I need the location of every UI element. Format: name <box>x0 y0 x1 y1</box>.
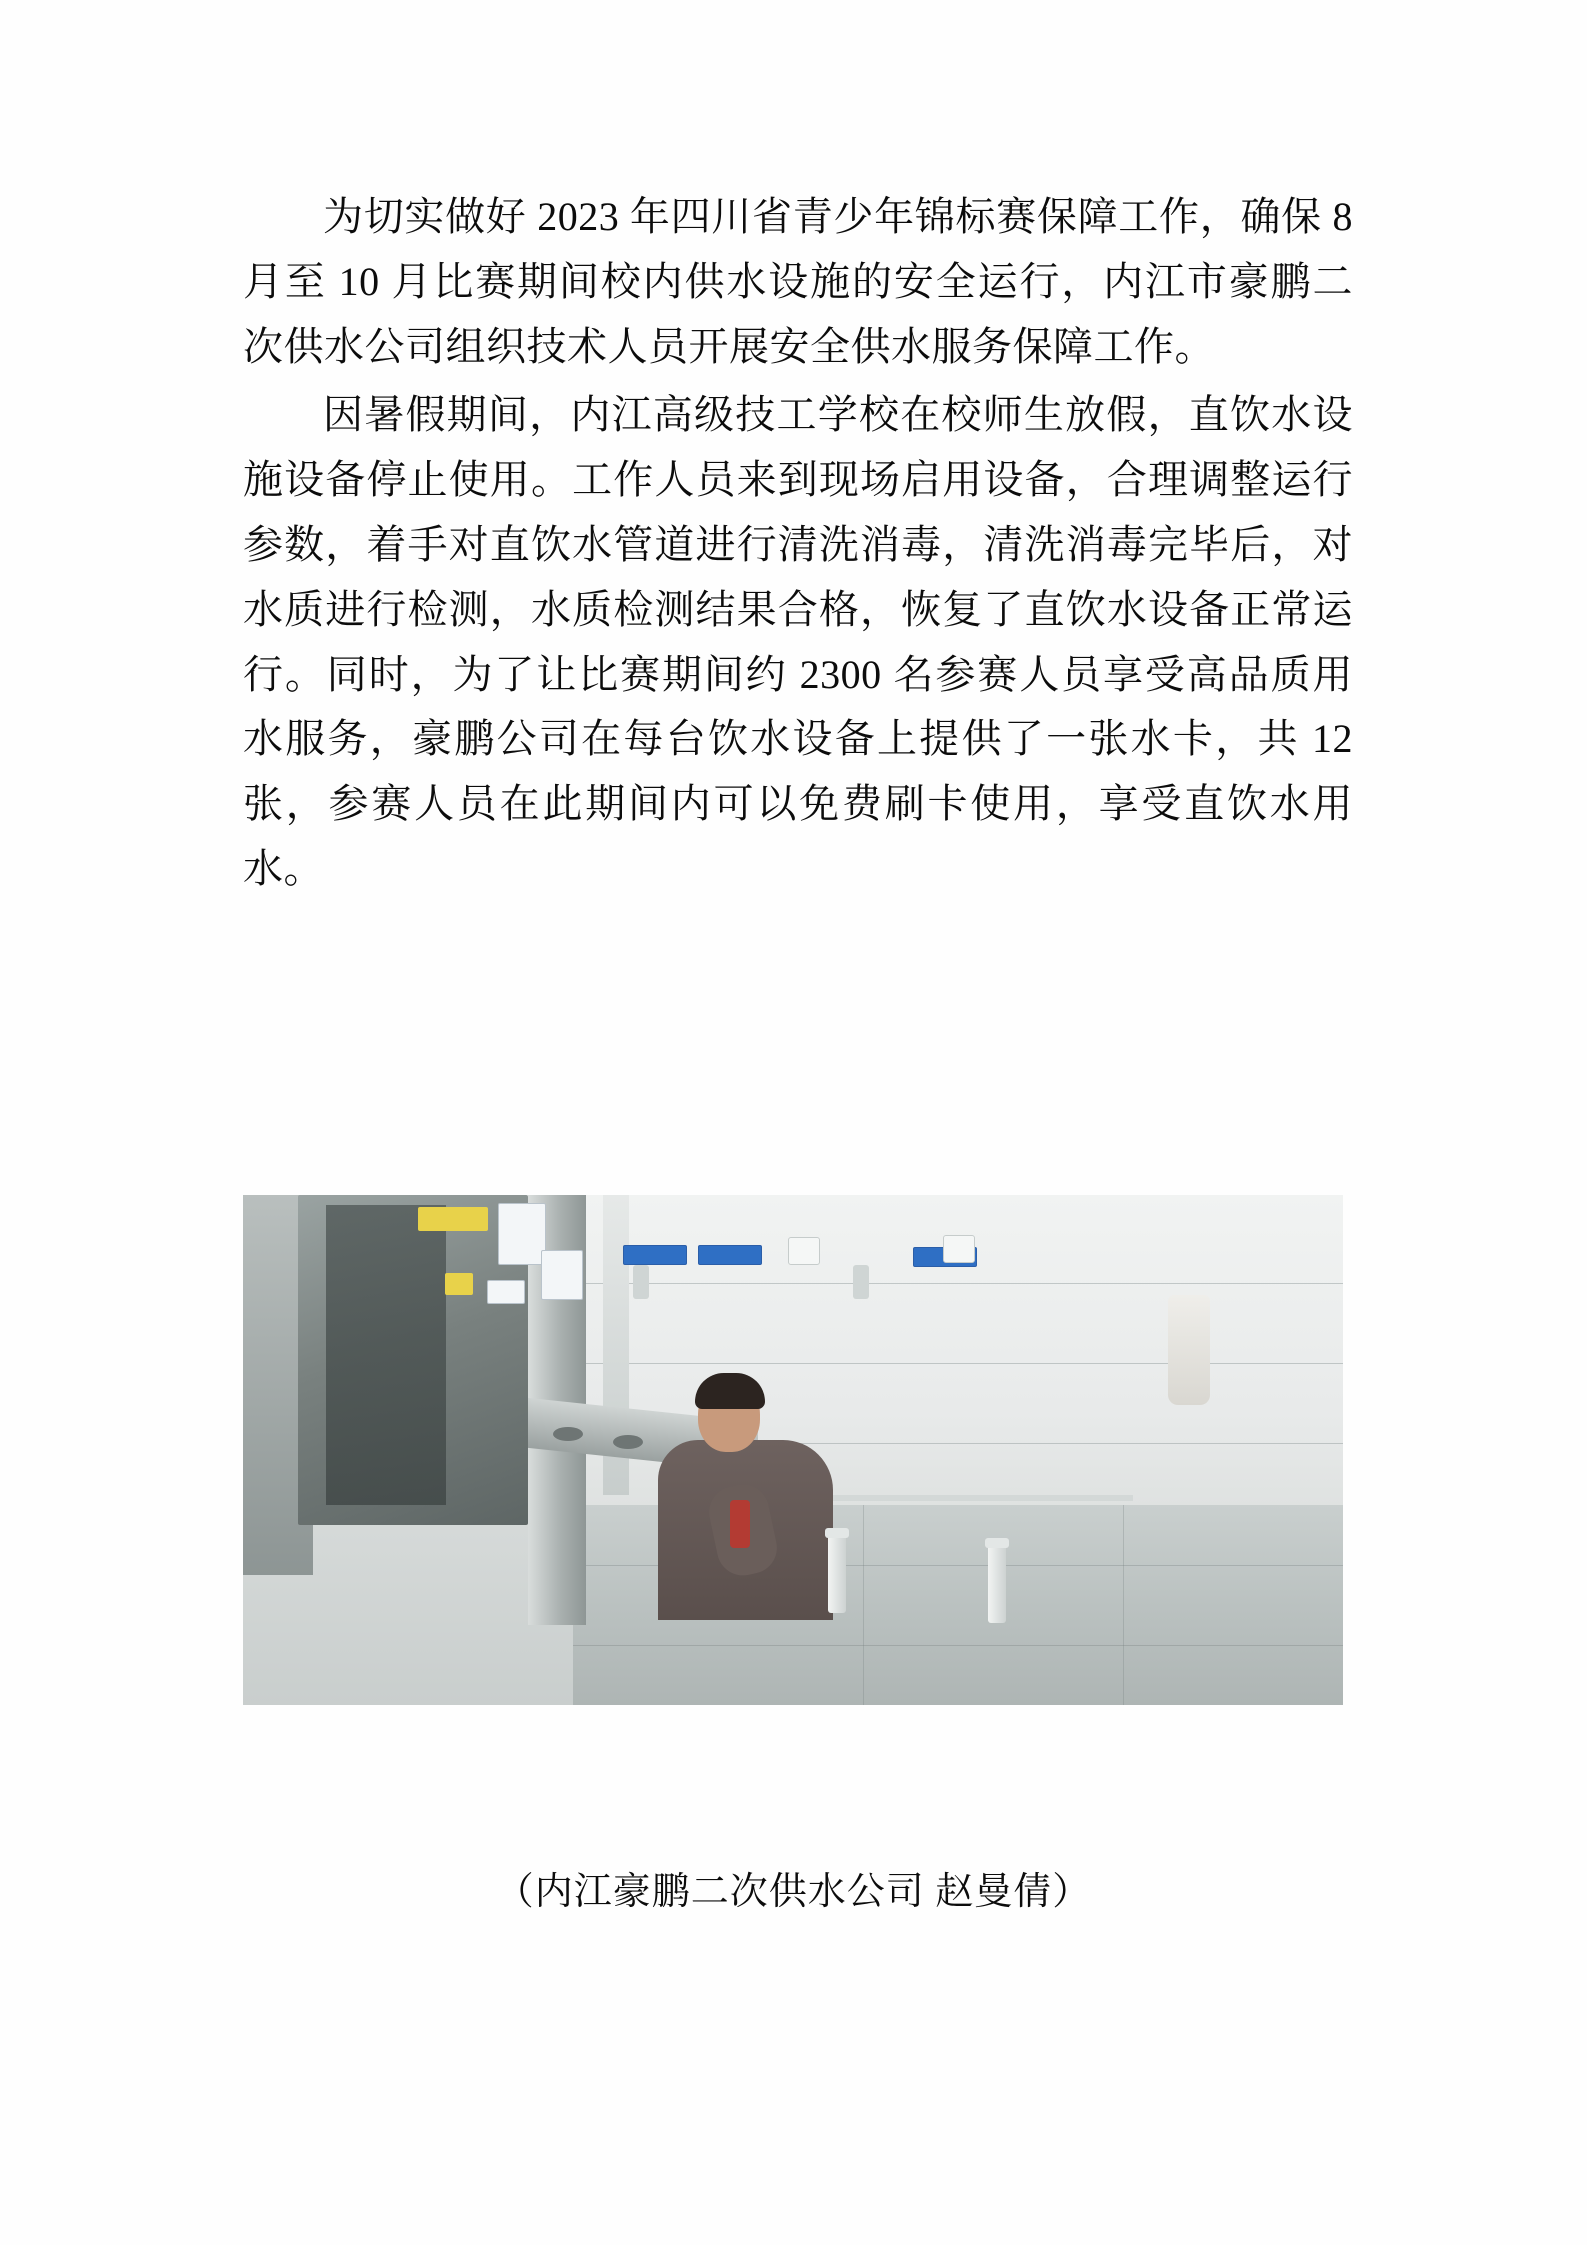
wall-outlet <box>943 1235 975 1263</box>
wall-tile-line <box>573 1363 1343 1364</box>
floor-tile-line <box>1123 1505 1124 1705</box>
hanging-towel <box>1168 1295 1210 1405</box>
floor-pipe <box>828 1535 846 1613</box>
photo-image <box>243 1195 1343 1705</box>
floor-pipe <box>988 1545 1006 1623</box>
paragraph-2: 因暑假期间，内江高级技工学校在校师生放假，直饮水设施设备停止使用。工作人员来到现场启用设备，合理调整运行参数，着手对直饮水管道进行清洗消毒，清洗消毒完毕后，对水质进行检测，水质检测结果合格，恢复了直饮水设备正常运行。同时，为了让比赛期间约 2300 名参赛人员享受高品质用水服务，豪鹏公司在每台饮水设备上提供了一张水卡，共 12 张，参赛人员在此期间内可以免费刷卡使用，享受直饮水用水。 <box>243 392 1353 891</box>
paragraph-1: 为切实做好 2023 年四川省青少年锦标赛保障工作，确保 8 月至 10 月比赛期间校内供水设施的安全运行，内江市豪鹏二次供水公司组织技术人员开展安全供水服务保障工作。 <box>243 194 1353 369</box>
blue-placard <box>498 1203 546 1265</box>
floor-tile-line <box>573 1645 1343 1646</box>
photo-caption: （内江豪鹏二次供水公司 赵曼倩） <box>495 1871 1092 1913</box>
floor-tile-line <box>863 1505 864 1705</box>
water-equipment-panel <box>298 1195 528 1525</box>
photo-figure <box>243 1195 1343 1705</box>
faucet <box>633 1265 649 1299</box>
equipment-label-tag <box>418 1207 488 1231</box>
wall-tile-line <box>573 1283 1343 1284</box>
ledge-drain-hole <box>613 1435 643 1449</box>
faucet <box>853 1265 869 1299</box>
floor-pipe-cap <box>985 1538 1009 1548</box>
sign-water-saving <box>623 1245 687 1265</box>
ledge-drain-hole <box>553 1427 583 1441</box>
article-body <box>243 185 1353 906</box>
equipment-label-tag <box>445 1273 473 1295</box>
held-bottle <box>730 1500 750 1548</box>
wall-outlet <box>788 1237 820 1265</box>
small-placard <box>487 1280 525 1304</box>
floor-pipe-cap <box>825 1528 849 1538</box>
sign-slippery-1 <box>698 1245 762 1265</box>
small-placard <box>541 1250 583 1300</box>
